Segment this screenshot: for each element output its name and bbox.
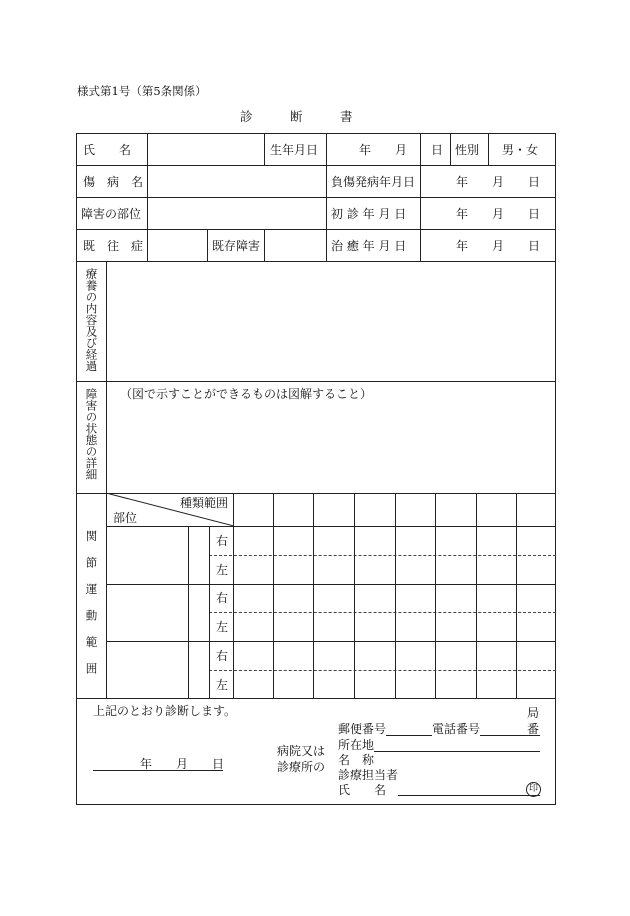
number-suffix: 番: [527, 722, 540, 736]
first-visit-label: 初 診 年 月 日: [331, 207, 407, 221]
doctor-name-label: 氏 名: [338, 783, 387, 797]
bureau-label: 局: [527, 706, 540, 720]
footer-date-line: [93, 770, 223, 771]
doctor-name-field[interactable]: [398, 795, 540, 796]
footer-date[interactable]: 年 月 日: [140, 757, 225, 771]
history-label: 既 往 症: [83, 239, 144, 253]
institution-name-label: 名 称: [338, 753, 375, 767]
doctor-label: 診療担当者: [338, 768, 399, 782]
phone-label: 電話番号: [432, 722, 481, 736]
name-field[interactable]: [148, 134, 264, 165]
cure-date-label: 治 癒 年 月 日: [331, 239, 407, 253]
disease-field[interactable]: [148, 166, 326, 197]
treatment-label: 療養の内容及び経過: [84, 268, 99, 372]
sex-value[interactable]: 男・女: [502, 143, 539, 157]
sex-label: 性別: [455, 143, 480, 157]
disability-detail-label: 障害の状態の詳細: [84, 388, 99, 480]
left-label: 左: [216, 620, 229, 634]
document-title: 診 断 書: [240, 109, 353, 124]
onset-date-label: 負傷発病年月日: [331, 175, 416, 189]
treatment-field[interactable]: [107, 262, 555, 381]
seal-icon: 印: [526, 782, 541, 797]
diagnosis-statement: 上記のとおり診断します。: [93, 704, 237, 718]
cure-date-value[interactable]: 年 月 日: [456, 239, 541, 253]
onset-date-value[interactable]: 年 月 日: [456, 175, 541, 189]
birth-date-value[interactable]: 年 月 日: [359, 143, 444, 157]
institution-label-1: 病院又は: [277, 744, 326, 758]
right-label: 右: [216, 534, 229, 548]
name-label: 氏 名: [83, 143, 132, 157]
institution-label-2: 診療所の: [277, 760, 326, 774]
postal-code-label: 郵便番号: [338, 722, 387, 736]
disease-label: 傷 病 名: [83, 175, 144, 189]
left-label: 左: [216, 678, 229, 692]
disability-detail-note: （図で示すことができるものは図解すること）: [120, 387, 373, 401]
first-visit-value[interactable]: 年 月 日: [456, 207, 541, 221]
form-number: 様式第1号（第5条関係）: [77, 84, 207, 98]
disability-site-field[interactable]: [148, 198, 326, 229]
disability-site-label: 障害の部位: [81, 207, 142, 221]
existing-disability-label: 既存障害: [212, 239, 261, 253]
left-label: 左: [216, 563, 229, 577]
header-type-range: 種類範囲: [180, 496, 229, 510]
right-label: 右: [216, 649, 229, 663]
right-label: 右: [216, 591, 229, 605]
postal-code-field[interactable]: [386, 735, 432, 736]
birth-date-label: 生年月日: [270, 143, 319, 157]
joint-range-label: 関節運動範囲: [84, 530, 99, 689]
history-field[interactable]: [148, 230, 207, 261]
address-field[interactable]: [374, 751, 540, 752]
disability-detail-field[interactable]: [107, 405, 555, 493]
address-label: 所在地: [338, 738, 375, 752]
existing-disability-field[interactable]: [265, 230, 326, 261]
header-site: 部位: [113, 511, 138, 525]
